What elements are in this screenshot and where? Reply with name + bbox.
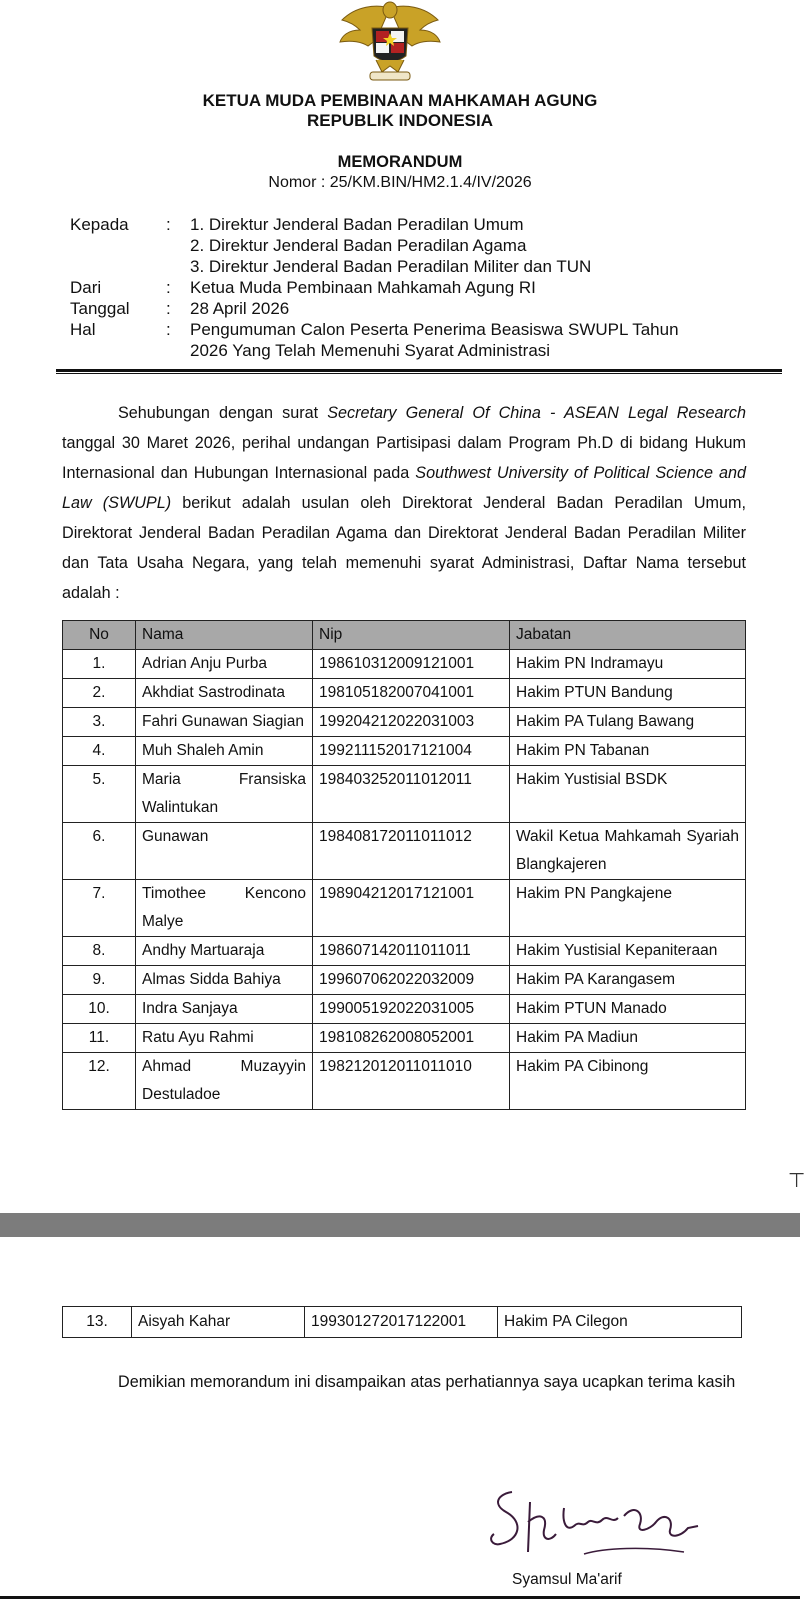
cell-nip: 198105182007041001 xyxy=(313,679,510,708)
cell-jabatan: Hakim PN Tabanan xyxy=(510,737,746,766)
cell-no: 13. xyxy=(63,1307,132,1338)
bottom-border xyxy=(0,1596,800,1599)
cell-no: 6. xyxy=(63,823,136,880)
table-header-row xyxy=(63,621,746,650)
header-divider xyxy=(56,369,782,372)
table-row xyxy=(63,708,746,737)
dari-value: Ketua Muda Pembinaan Mahkamah Agung RI xyxy=(190,278,536,297)
colon: : xyxy=(166,215,171,234)
cell-nip: 199301272017122001 xyxy=(305,1307,498,1338)
cell-nip: 199607062022032009 xyxy=(313,966,510,995)
col-header-jabatan: Jabatan xyxy=(510,621,746,650)
cell-jabatan: Hakim PTUN Bandung xyxy=(510,679,746,708)
cell-nama: Fahri Gunawan Siagian xyxy=(136,708,313,737)
cell-nama: Almas Sidda Bahiya xyxy=(136,966,313,995)
cell-nip: 198610312009121001 xyxy=(313,650,510,679)
cell-no: 9. xyxy=(63,966,136,995)
cell-jabatan: Hakim PA Karangasem xyxy=(510,966,746,995)
country-title: REPUBLIK INDONESIA xyxy=(306,111,494,130)
cell-no: 3. xyxy=(63,708,136,737)
header-divider-thin xyxy=(56,373,782,374)
cell-nip: 198403252011012011 xyxy=(313,766,510,823)
cell-no: 7. xyxy=(63,880,136,937)
colon: : xyxy=(166,278,171,297)
colon: : xyxy=(166,320,171,339)
cell-no: 5. xyxy=(63,766,136,823)
intro-text: Sehubungan dengan surat xyxy=(118,404,328,422)
edge-mark: ⊤ xyxy=(788,1170,805,1192)
col-header-nip: Nip xyxy=(313,621,510,650)
cell-no: 12. xyxy=(63,1053,136,1110)
cell-nama: Andhy Martuaraja xyxy=(136,937,313,966)
table-row xyxy=(63,766,746,823)
cell-nip: 198108262008052001 xyxy=(313,1024,510,1053)
cell-jabatan: Hakim PN Indramayu xyxy=(510,650,746,679)
cell-nama: Gunawan xyxy=(136,823,313,880)
signatory-name: Syamsul Ma'arif xyxy=(512,1571,622,1588)
cell-nip: 198408172011011012 xyxy=(313,823,510,880)
cell-jabatan: Hakim PA Tulang Bawang xyxy=(510,708,746,737)
cell-jabatan: Hakim PA Cibinong xyxy=(510,1053,746,1110)
intro-italic: Southwest University of Political Science and Law (SWUPL) xyxy=(62,464,746,512)
office-title: KETUA MUDA PEMBINAAN MAHKAMAH AGUNG xyxy=(202,91,598,110)
col-header-nama: Nama xyxy=(136,621,313,650)
table-row xyxy=(63,823,746,880)
cell-no: 8. xyxy=(63,937,136,966)
kepada-label: Kepada xyxy=(70,215,129,234)
kepada-item: 1. Direktur Jenderal Badan Peradilan Umum xyxy=(190,215,524,234)
table-row xyxy=(63,679,746,708)
cell-no: 2. xyxy=(63,679,136,708)
cell-jabatan: Hakim PA Cilegon xyxy=(498,1307,742,1338)
table-row xyxy=(63,880,746,937)
cell-jabatan: Hakim PTUN Manado xyxy=(510,995,746,1024)
doc-type: MEMORANDUM xyxy=(337,153,463,171)
cell-jabatan: Wakil Ketua Mahkamah Syariah Blangkajeren xyxy=(510,823,746,880)
kepada-item: 2. Direktur Jenderal Badan Peradilan Agama xyxy=(190,236,527,255)
hal-label: Hal xyxy=(70,320,96,339)
cell-nip: 198904212017121001 xyxy=(313,880,510,937)
table-row xyxy=(63,650,746,679)
cell-no: 11. xyxy=(63,1024,136,1053)
cell-nip: 199204212022031003 xyxy=(313,708,510,737)
cell-nip: 199211152017121004 xyxy=(313,737,510,766)
hal-line: 2026 Yang Telah Memenuhi Syarat Administrasi xyxy=(190,341,551,360)
cell-no: 10. xyxy=(63,995,136,1024)
cell-nip: 198607142011011011 xyxy=(313,937,510,966)
candidate-table-continued xyxy=(62,1306,742,1338)
cell-nip: 198212012011011010 xyxy=(313,1053,510,1110)
garuda-emblem-icon xyxy=(336,0,444,84)
intro-text: berikut adalah usulan oleh Direktorat Jenderal Badan Peradilan Umum, Direktorat Jenderal Badan Peradilan Agama dan Direktorat Jenderal Badan Peradilan Militer dan Tata Usaha Negara, yang telah memenuhi syarat Administrasi, Daftar Nama tersebut adalah : xyxy=(62,494,746,602)
table-row xyxy=(63,937,746,966)
kepada-item: 3. Direktur Jenderal Badan Peradilan Militer dan TUN xyxy=(190,257,592,276)
table-row xyxy=(63,966,746,995)
cell-nama: Aisyah Kahar xyxy=(132,1307,305,1338)
table-row xyxy=(63,1307,742,1338)
table-row xyxy=(63,1024,746,1053)
candidate-table xyxy=(62,620,746,1110)
colon: : xyxy=(166,299,171,318)
cell-no: 4. xyxy=(63,737,136,766)
cell-nama: Ratu Ayu Rahmi xyxy=(136,1024,313,1053)
cell-jabatan: Hakim PN Pangkajene xyxy=(510,880,746,937)
cell-nama: Maria Fransiska Walintukan xyxy=(136,766,313,823)
intro-italic: Secretary General Of China - ASEAN Legal Research xyxy=(327,404,746,422)
intro-text: tanggal 30 Maret 2026, perihal undangan Partisipasi dalam Program Ph.D di bidang Hukum Internasional dan Hubungan Internasional pada xyxy=(62,434,746,482)
cell-nama: Adrian Anju Purba xyxy=(136,650,313,679)
tanggal-value: 28 April 2026 xyxy=(190,299,290,318)
table-row xyxy=(63,737,746,766)
cell-nama: Indra Sanjaya xyxy=(136,995,313,1024)
cell-jabatan: Hakim Yustisial BSDK xyxy=(510,766,746,823)
cell-no: 1. xyxy=(63,650,136,679)
cell-nama: Ahmad Muzayyin Destuladoe xyxy=(136,1053,313,1110)
closing-paragraph xyxy=(62,1367,746,1397)
dari-label: Dari xyxy=(70,278,102,297)
intro-paragraph xyxy=(62,398,746,608)
table-row xyxy=(63,995,746,1024)
cell-nama: Timothee Kencono Malye xyxy=(136,880,313,937)
hal-line: Pengumuman Calon Peserta Penerima Beasiswa SWUPL Tahun xyxy=(190,320,679,339)
cell-jabatan: Hakim Yustisial Kepaniteraan xyxy=(510,937,746,966)
handwritten-signature xyxy=(484,1482,724,1572)
page-break-band xyxy=(0,1213,800,1237)
cell-nip: 199005192022031005 xyxy=(313,995,510,1024)
cell-nama: Akhdiat Sastrodinata xyxy=(136,679,313,708)
cell-nama: Muh Shaleh Amin xyxy=(136,737,313,766)
doc-number: Nomor : 25/KM.BIN/HM2.1.4/IV/2026 xyxy=(268,174,532,191)
tanggal-label: Tanggal xyxy=(70,299,130,318)
col-header-no: No xyxy=(63,621,136,650)
closing-text: Demikian memorandum ini disampaikan atas perhatiannya saya ucapkan terima kasih xyxy=(118,1373,736,1391)
table-row xyxy=(63,1053,746,1110)
cell-jabatan: Hakim PA Madiun xyxy=(510,1024,746,1053)
